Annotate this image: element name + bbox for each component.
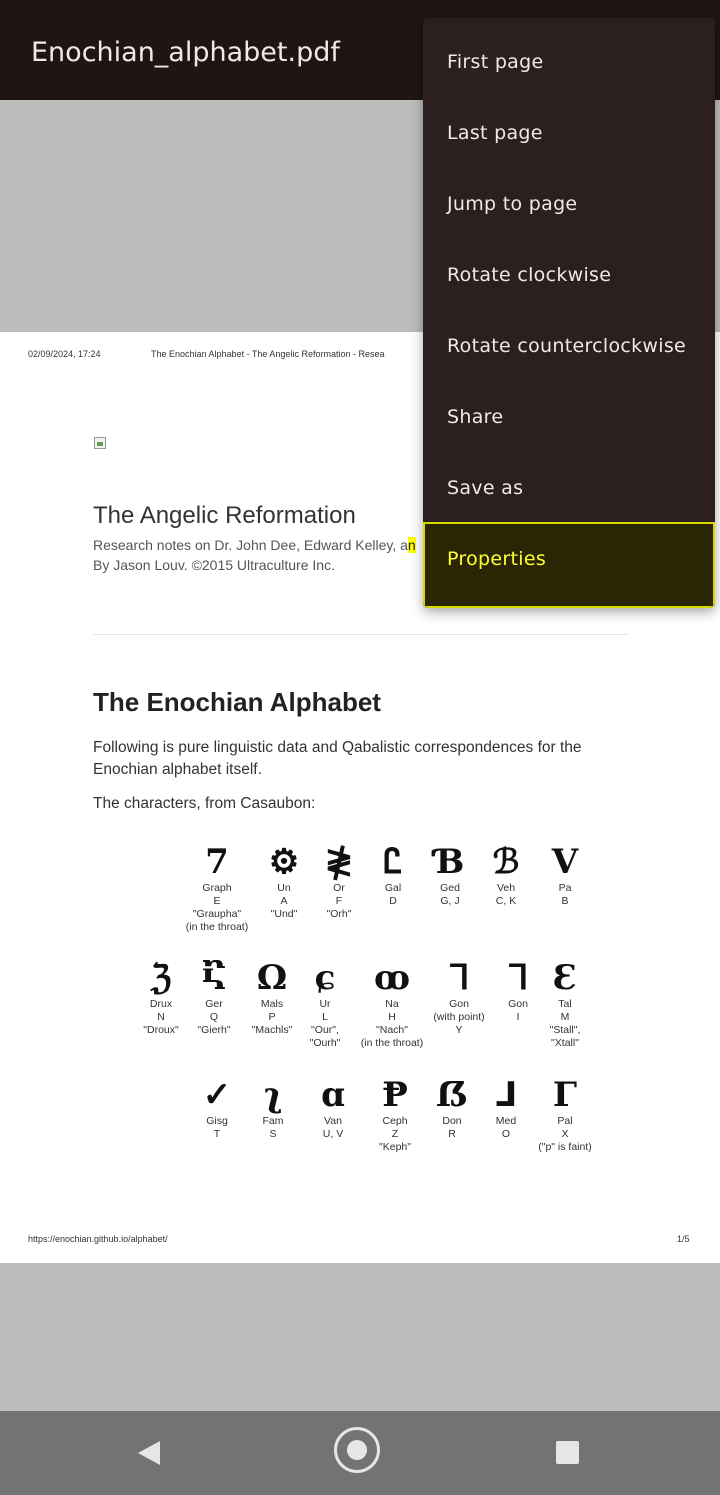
enochian-letter bbox=[525, 1075, 605, 1154]
divider bbox=[93, 634, 628, 635]
enochian-glyph: ⚙ bbox=[268, 842, 300, 882]
menu-item-label: Properties bbox=[447, 548, 547, 570]
enochian-caption: Ur L "Our", "Ourh" bbox=[309, 998, 341, 1049]
enochian-glyph: Ω bbox=[256, 958, 288, 998]
menu-item-share[interactable] bbox=[423, 384, 715, 455]
menu-item-label: Save as bbox=[447, 477, 524, 499]
article-heading: The Enochian Alphabet bbox=[93, 687, 381, 717]
enochian-caption: Un A "Und" bbox=[270, 882, 298, 920]
overflow-menu bbox=[423, 18, 715, 608]
print-footer-page: 1/5 bbox=[677, 1234, 690, 1244]
menu-item-first-page[interactable] bbox=[423, 29, 715, 100]
menu-item-rotate-counterclockwise[interactable] bbox=[423, 313, 715, 384]
enochian-glyph: ꝏ bbox=[373, 958, 411, 998]
menu-item-label: Rotate clockwise bbox=[447, 264, 612, 286]
enochian-glyph: ɑ bbox=[321, 1075, 345, 1115]
enochian-glyph: Ᵽ bbox=[382, 1075, 408, 1115]
enochian-caption: Ger Q "Gierh" bbox=[197, 998, 231, 1036]
enochian-caption: Gon I bbox=[508, 998, 528, 1023]
back-icon[interactable] bbox=[138, 1441, 160, 1465]
enochian-letter bbox=[525, 958, 605, 1050]
enochian-glyph: ℬ bbox=[492, 842, 520, 882]
enochian-caption: Van U, V bbox=[322, 1115, 344, 1140]
enochian-glyph: ⅃ bbox=[495, 1075, 517, 1115]
menu-item-label: Rotate counterclockwise bbox=[447, 335, 687, 357]
enochian-caption: Tal M "Stall", "Xtall" bbox=[549, 998, 581, 1049]
enochian-glyph: 7 bbox=[205, 842, 229, 882]
enochian-glyph: Ɛ bbox=[552, 958, 578, 998]
enochian-glyph: ẞ bbox=[435, 1075, 469, 1115]
enochian-caption: Fam S bbox=[262, 1115, 284, 1140]
menu-item-label: Jump to page bbox=[447, 193, 578, 215]
enochian-caption: Veh C, K bbox=[495, 882, 517, 907]
enochian-glyph: ℨ bbox=[150, 958, 172, 998]
enochian-caption: Don R bbox=[442, 1115, 462, 1140]
enochian-glyph: ✓ bbox=[202, 1075, 232, 1115]
subtitle-highlight: n bbox=[407, 537, 416, 553]
enochian-glyph: Ⴀ bbox=[201, 958, 227, 998]
menu-item-jump-to-page[interactable] bbox=[423, 171, 715, 242]
enochian-glyph: Ɓ bbox=[435, 842, 465, 882]
enochian-glyph: Ꮭ bbox=[383, 842, 403, 882]
home-icon[interactable] bbox=[334, 1427, 380, 1473]
enochian-caption: Med O bbox=[495, 1115, 517, 1140]
broken-image-icon bbox=[94, 437, 106, 449]
menu-item-label: Last page bbox=[447, 122, 543, 144]
enochian-glyph: V bbox=[551, 842, 579, 882]
enochian-caption: Na H "Nach" (in the throat) bbox=[360, 998, 424, 1049]
menu-item-properties[interactable] bbox=[423, 522, 715, 608]
site-title: The Angelic Reformation bbox=[93, 502, 356, 529]
intro-paragraph: Following is pure linguistic data and Qabalistic correspondences for the Enochian alphabet itself. bbox=[93, 739, 582, 778]
enochian-caption: Drux N "Droux" bbox=[143, 998, 179, 1036]
enochian-caption: Or F "Orh" bbox=[326, 882, 352, 920]
print-header-date: 02/09/2024, 17:24 bbox=[28, 349, 101, 359]
site-subtitle bbox=[93, 535, 416, 575]
enochian-caption: Ged G, J bbox=[440, 882, 460, 907]
print-header-title: The Enochian Alphabet - The Angelic Reformation - Resea bbox=[151, 349, 385, 359]
enochian-glyph: ≹ bbox=[324, 842, 354, 882]
menu-item-label: First page bbox=[447, 51, 544, 73]
enochian-glyph: ʅ bbox=[263, 1075, 283, 1115]
menu-item-save-as[interactable] bbox=[423, 455, 715, 526]
enochian-letter bbox=[525, 842, 605, 908]
enochian-glyph: ɕ bbox=[314, 958, 336, 998]
characters-intro: The characters, from Casaubon: bbox=[93, 795, 316, 812]
enochian-caption: Gon (with point) Y bbox=[433, 998, 485, 1036]
menu-item-label: Share bbox=[447, 406, 504, 428]
enochian-caption: Pal X ("p" is faint) bbox=[538, 1115, 592, 1153]
document-title: Enochian_alphabet.pdf bbox=[31, 37, 340, 68]
menu-item-last-page[interactable] bbox=[423, 100, 715, 171]
system-nav-bar bbox=[0, 1411, 720, 1495]
enochian-caption: Pa B bbox=[558, 882, 572, 907]
enochian-caption: Ceph Z "Keph" bbox=[379, 1115, 411, 1153]
enochian-caption: Mals P "Machls" bbox=[251, 998, 293, 1036]
enochian-caption: Gisg T bbox=[206, 1115, 228, 1140]
byline: By Jason Louv. ©2015 Ultraculture Inc. bbox=[93, 557, 335, 573]
recents-icon[interactable] bbox=[556, 1441, 579, 1464]
enochian-caption: Graph E "Graupha" (in the throat) bbox=[185, 882, 249, 933]
subtitle-text: Research notes on Dr. John Dee, Edward Kelley, a bbox=[93, 537, 408, 553]
enochian-glyph: ᒣ bbox=[448, 958, 470, 998]
print-footer-url: https://enochian.github.io/alphabet/ bbox=[28, 1234, 168, 1244]
menu-item-rotate-clockwise[interactable] bbox=[423, 242, 715, 313]
enochian-glyph: ᒣ bbox=[507, 958, 529, 998]
enochian-caption: Gal D bbox=[384, 882, 402, 907]
enochian-glyph: Γ bbox=[552, 1075, 578, 1115]
